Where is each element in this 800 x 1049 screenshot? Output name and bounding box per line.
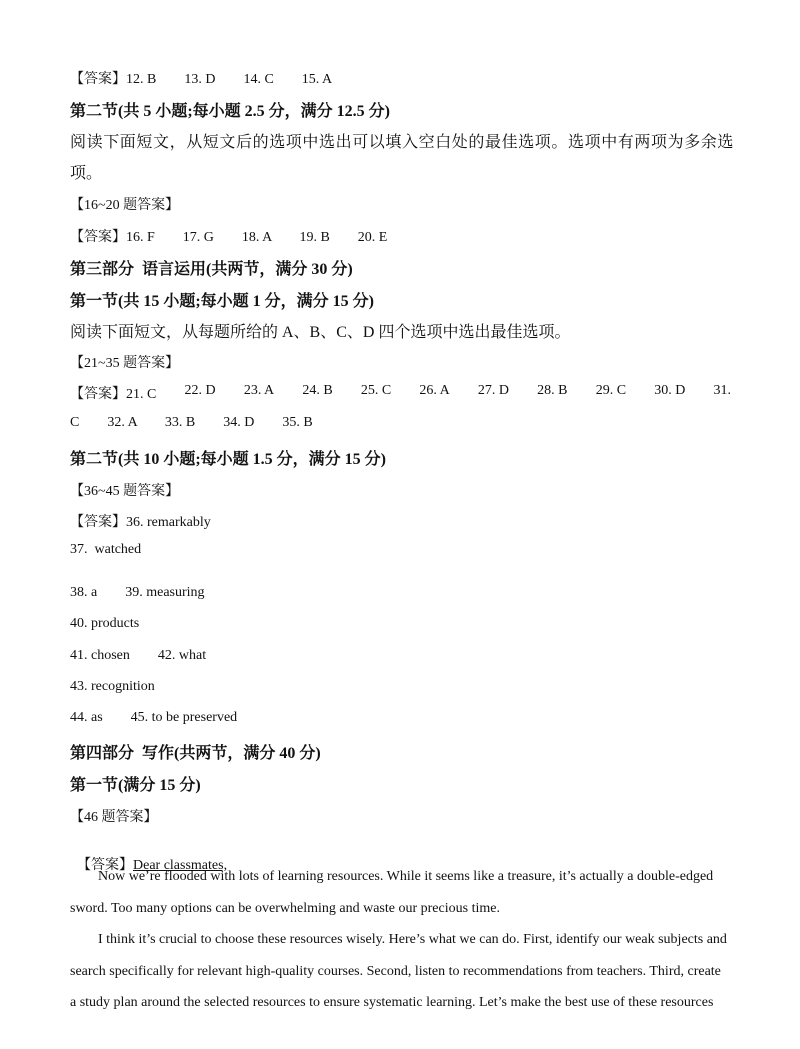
essay-line-1: Now we’re flooded with lots of learning resources. While it seems like a treasure, it’s actually a double-edged <box>98 869 714 884</box>
answer-line-44-45: 44. as 45. to be preserved <box>70 710 238 725</box>
answer-label-16-20: 【16~20 题答案】 <box>70 198 180 213</box>
essay-salutation: Dear classmates, <box>133 858 228 873</box>
answer-item: 31. <box>713 383 731 398</box>
answer-item: 30. D <box>654 383 686 398</box>
answer-item: 26. A <box>419 383 450 398</box>
answer-line-38-39: 38. a 39. measuring <box>70 585 205 600</box>
answer-prefix: 【答案】 <box>77 858 133 873</box>
answer-line-37: 37. watched <box>70 542 142 557</box>
answer-item: 29. C <box>595 383 627 398</box>
answer-line-31-35: C 32. A 33. B 34. D 35. B <box>70 415 313 430</box>
answer-item: 22. D <box>184 383 216 398</box>
instruction-line-3: 阅读下面短文，从每题所给的 A、B、C、D 四个选项中选出最佳选项。 <box>70 324 571 341</box>
section-heading-3-1: 第一节(共 15 小题;每小题 1 分，满分 15 分) <box>70 293 374 310</box>
essay-line-5: a study plan around the selected resources to ensure systematic learning. Let’s make the best use of these resources <box>70 995 714 1010</box>
answer-item: 【答案】21. C <box>70 387 157 402</box>
part-heading-3: 第三部分 语言运用(共两节，满分 30 分) <box>70 261 353 278</box>
answer-label-46: 【46 题答案】 <box>70 810 158 825</box>
essay-line-2: sword. Too many options can be overwhelming and waste our precious time. <box>70 901 500 916</box>
answer-line-36: 【答案】36. remarkably <box>70 515 211 530</box>
section-heading-2: 第二节(共 5 小题;每小题 2.5 分，满分 12.5 分) <box>70 103 390 120</box>
part-heading-4: 第四部分 写作(共两节，满分 40 分) <box>70 745 321 762</box>
answer-line-41-42: 41. chosen 42. what <box>70 648 207 663</box>
answer-item: 25. C <box>360 383 392 398</box>
answer-line-16-20: 【答案】16. F 17. G 18. A 19. B 20. E <box>70 230 388 245</box>
answer-line-40: 40. products <box>70 616 140 631</box>
section-heading-3-2: 第二节(共 10 小题;每小题 1.5 分，满分 15 分) <box>70 451 386 468</box>
instruction-line-1: 阅读下面短文，从短文后的选项中选出可以填入空白处的最佳选项。选项中有两项为多余选 <box>70 134 735 151</box>
answer-item: 24. B <box>302 383 333 398</box>
answer-item: 27. D <box>477 383 509 398</box>
answer-label-21-35: 【21~35 题答案】 <box>70 356 180 371</box>
answer-line-12-15: 【答案】12. B 13. D 14. C 15. A <box>70 72 333 87</box>
essay-line-4: search specifically for relevant high-quality courses. Second, listen to recommendations from teachers. Third, create <box>70 964 721 979</box>
essay-line-3: I think it’s crucial to choose these resources wisely. Here’s what we can do. First, identify our weak subjects and <box>98 932 727 947</box>
answer-line-43: 43. recognition <box>70 679 155 694</box>
instruction-line-2: 项。 <box>70 165 103 182</box>
answer-item: 23. A <box>243 383 275 398</box>
answer-label-36-45: 【36~45 题答案】 <box>70 484 180 499</box>
answer-line-21-31 <box>70 383 731 403</box>
answer-item: 28. B <box>537 383 568 398</box>
section-heading-4-1: 第一节(满分 15 分) <box>70 777 201 794</box>
